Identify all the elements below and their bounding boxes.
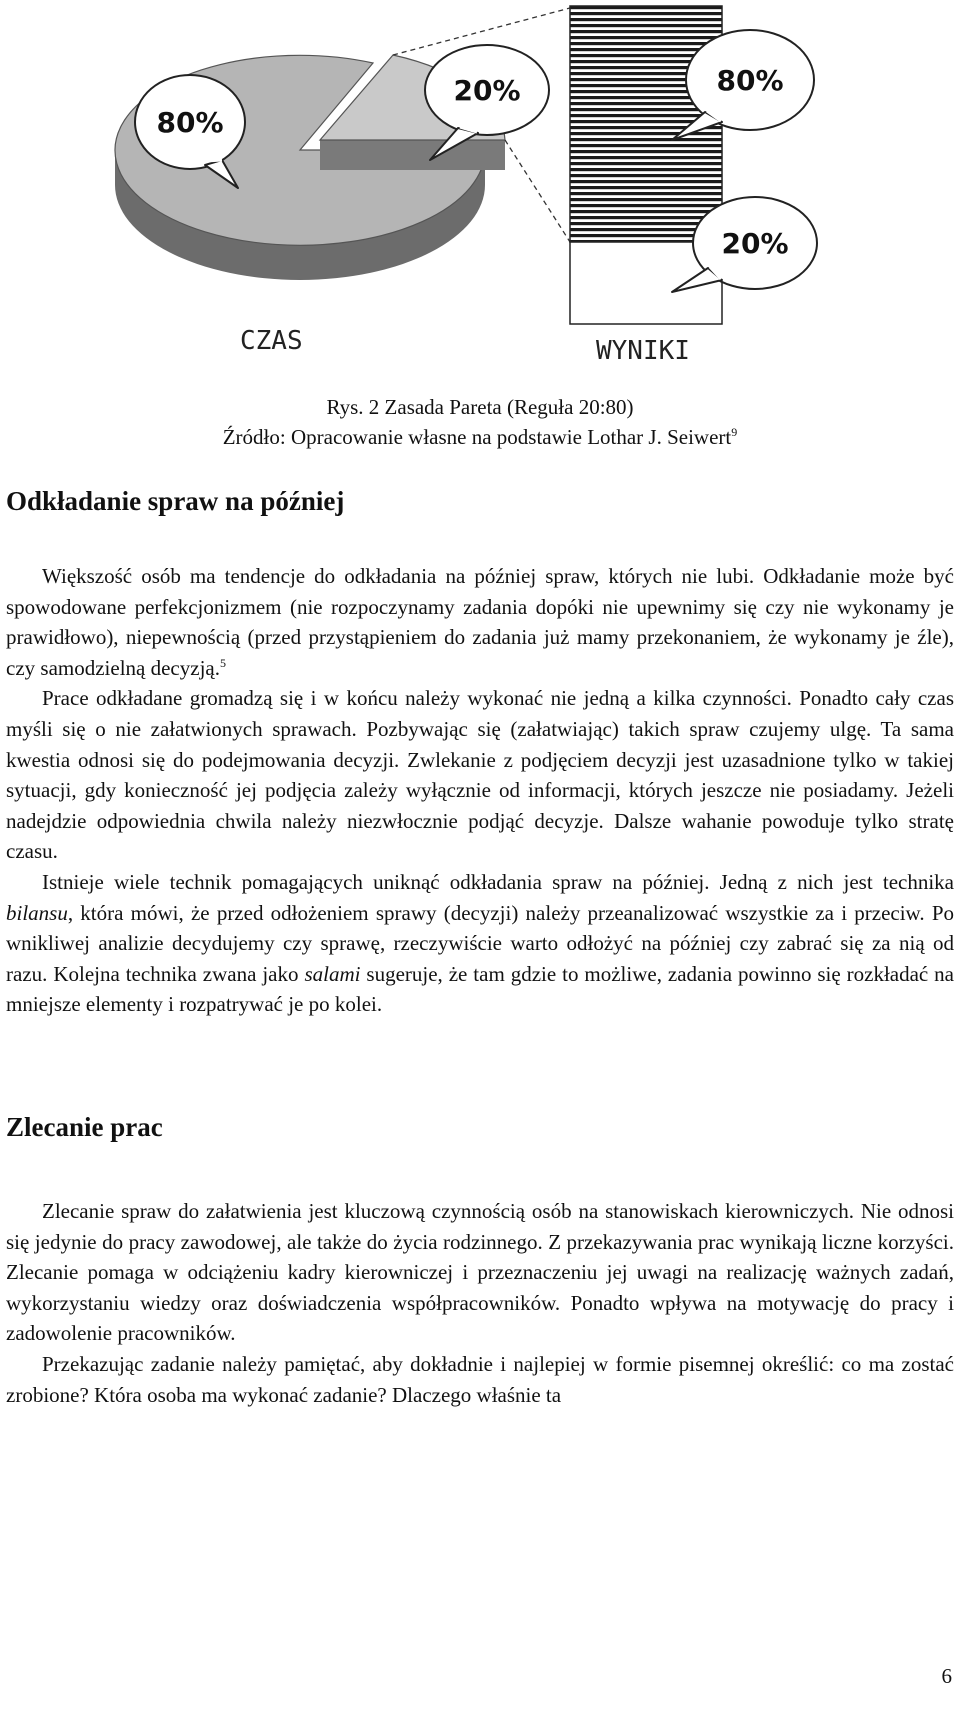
section-heading-delegation: Zlecanie prac bbox=[6, 1112, 163, 1142]
term-salami: salami bbox=[304, 961, 361, 986]
caption-source bbox=[0, 422, 960, 452]
paragraph: Prace odkładane gromadzą się i w końcu należy wykonać nie jedną a kilka czynności. Ponadto cały czas myśli się o nie załatwionych sprawach. Pozbywając się (załatwiając) takich spraw czujemy ulgę. Ta sama kwestia odnosi się do podejmowania decyzji. Zwlekanie z podjęciem decyzji jest uzasadnione tylko w takiej sytuacji, gdy konieczność jej podjęcia zależy wyłącznie od informacji, których jeszcze nie posiadamy. Jeżeli nadejdzie odpowiednia chwila należy niezwłocznie podjąć decyzje. Dalsze wahanie powoduje tylko stratę czasu. bbox=[6, 686, 954, 864]
section-heading-procrastination: Odkładanie spraw na później bbox=[6, 486, 345, 516]
bubble-pie-minor-text: 20% bbox=[453, 74, 521, 107]
pareta-illustration bbox=[0, 0, 960, 370]
caption-footnote: 9 bbox=[731, 425, 738, 439]
section-body-procrastination bbox=[6, 561, 954, 1020]
bubble-bar-bottom-text: 20% bbox=[721, 227, 789, 260]
paragraph: Przekazując zadanie należy pamiętać, aby dokładnie i najlepiej w formie pisemnej określić: co ma zostać zrobione? Która osoba ma wykonać zadanie? Dlaczego właśnie ta bbox=[6, 1351, 954, 1407]
caption-source-text: Źródło: Opracowanie własne na podstawie Lothar J. Seiwert bbox=[222, 425, 732, 449]
term-bilansu: bilansu bbox=[6, 900, 68, 925]
section-body-delegation bbox=[6, 1196, 954, 1410]
paragraph: Zlecanie spraw do załatwienia jest kluczową czynnością osób na stanowiskach kierowniczych. Nie odnosi się jedynie do pracy zawodowej, ale także do życia rodzinnego. Z przekazywania prac wynikają liczne korzyści. Zlecanie pomaga w odciążeniu kadry kierowniczej i przeznaczeniu jej uwagi na realizację ważnych zadań, wykorzystaniu wiedzy oraz doświadczenia współpracowników. Ponadto wpływa na motywację do pracy i zadowolenie pracowników. bbox=[6, 1199, 954, 1346]
pareta-figure bbox=[0, 0, 960, 370]
paragraph bbox=[6, 561, 954, 683]
paragraph bbox=[6, 867, 954, 1020]
bubble-pie-major-text: 80% bbox=[156, 106, 224, 139]
paragraph-text: , która mówi, że przed odłożeniem sprawy (decyzji) należy przeanalizować wszystkie za i przeciw. Po wnikliwej analizie decydujemy czy sprawę, rzeczywiście warto odłożyć na później czy zabrać się za nią od razu. Kolejna technika zwana jako bbox=[6, 900, 954, 986]
paragraph-text: sugeruje, że tam gdzie to możliwe, zadania powinno się rozkładać na mniejsze elementy i rozpatrywać je po kolei. bbox=[6, 961, 954, 1017]
results-label: WYNIKI bbox=[596, 336, 690, 366]
page-number: 6 bbox=[941, 1664, 952, 1688]
pie-minor-slice-side bbox=[320, 140, 505, 170]
footnote-ref: 5 bbox=[219, 655, 226, 670]
paragraph-text: Większość osób ma tendencje do odkładania na później spraw, których nie lubi. Odkładanie może być spowodowane perfekcjonizmem (nie rozpoczynamy zadania dopóki nie upewnimy się czy nie wykonamy je prawidłowo), niepewnością (przed przystąpieniem do zadania już mamy przekonaniem, że wykonamy je źle), czy samodzielną decyzją. bbox=[6, 564, 954, 680]
caption-title: Rys. 2 Zasada Pareta (Reguła 20:80) bbox=[326, 395, 634, 419]
figure-caption bbox=[0, 392, 960, 452]
time-label: CZAS bbox=[240, 326, 303, 356]
paragraph-text: Istnieje wiele technik pomagających uniknąć odkładania spraw na później. Jedną z nich jest technika bbox=[42, 869, 954, 894]
bubble-bar-top-text: 80% bbox=[716, 64, 784, 97]
